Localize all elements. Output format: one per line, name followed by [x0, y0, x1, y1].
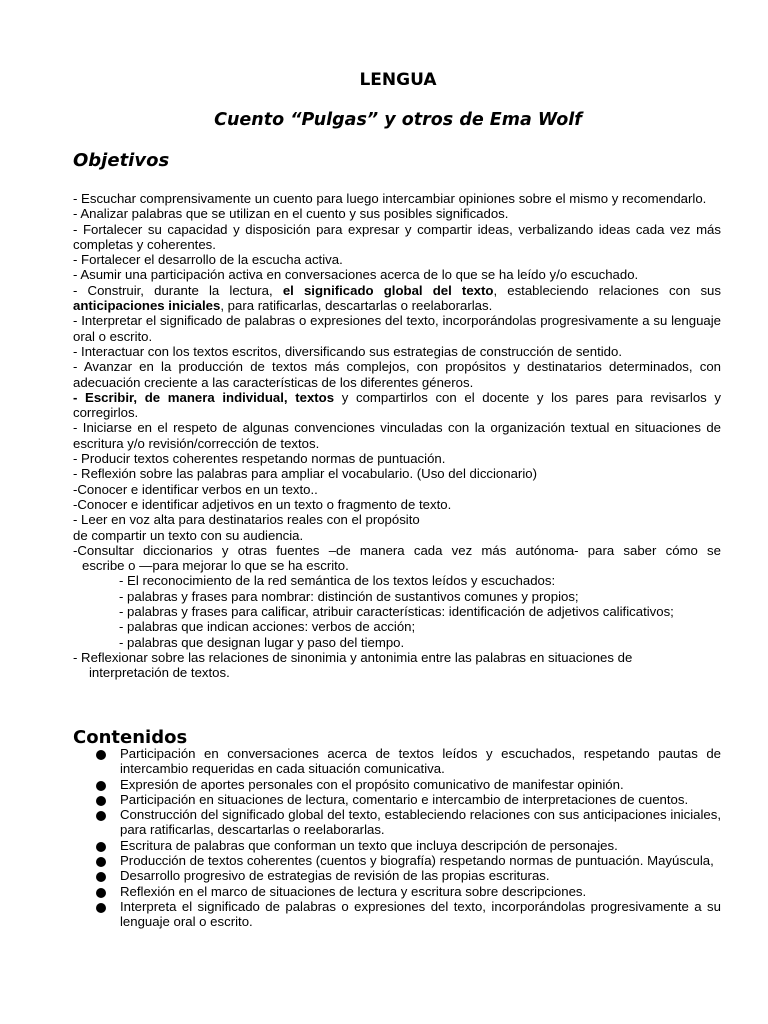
objective-item: - Interactuar con los textos escritos, diversificando sus estrategias de construcción de sentido. [73, 343, 623, 359]
objective-item: de compartir un texto con su audiencia. [73, 527, 304, 543]
objective-item: - Fortalecer el desarrollo de la escucha activa. [73, 252, 343, 268]
construir-bold-1: el significado global del texto [282, 282, 494, 298]
bullet-icon [96, 842, 106, 852]
list-item [96, 868, 721, 883]
content-item-text: Construcción del significado global del texto, estableciendo relaciones con sus anticipaciones iniciales, para ratificarlas, descartarlas o reelaborarlas. [120, 807, 721, 838]
escribir-bold: - Escribir, de manera individual, textos [73, 389, 335, 405]
bullet-icon [96, 781, 106, 791]
list-item [96, 899, 721, 930]
content-item-text: Escritura de palabras que conforman un texto que incluya descripción de personajes. [120, 837, 618, 853]
content-item-text: Interpreta el significado de palabras o expresiones del texto, incorporándolas progresivamente a su lenguaje oral o escrito. [120, 898, 721, 930]
objective-item-reflexionar-line2: interpretación de textos. [89, 665, 230, 681]
objective-item-escribir [73, 390, 721, 421]
objective-item: - Escuchar comprensivamente un cuento para luego intercambiar opiniones sobre el mismo y recomendarlo. [73, 191, 707, 206]
construir-bold-2: anticipaciones iniciales [73, 298, 221, 314]
list-item [96, 777, 721, 792]
objective-item: - Leer en voz alta para destinatarios reales con el propósito [73, 512, 420, 528]
objective-subitem: - palabras y frases para nombrar: distinción de sustantivos comunes y propios; [119, 588, 579, 604]
page-subtitle: Cuento “Pulgas” y otros de Ema Wolf [214, 110, 582, 130]
escribir-text: y compartirlos con el docente y los pares para revisarlos y corregirlos. [73, 389, 721, 421]
list-item [96, 792, 721, 807]
objective-item: - Avanzar en la producción de textos más complejos, con propósitos y destinatarios determinados, con adecuación creciente a las características de los diferentes géneros. [73, 359, 721, 390]
bullet-icon [96, 811, 106, 821]
objective-item: - Interpretar el significado de palabras o expresiones del texto, incorporándolas progresivamente a su lenguaje oral o escrito. [73, 313, 721, 344]
content-item-text: Expresión de aportes personales con el propósito comunicativo de manifestar opinión. [120, 776, 624, 792]
objective-item-consultar-line1: -Consultar diccionarios y otras fuentes –de manera cada vez más autónoma- para saber cómo se [73, 542, 721, 558]
content-item-text: Participación en situaciones de lectura, comentario e intercambio de interpretaciones de cuentos. [120, 791, 689, 807]
bullet-icon [96, 888, 106, 898]
bullet-icon [96, 903, 106, 913]
bullet-icon [96, 750, 106, 760]
construir-text-2: , estableciendo relaciones con sus [493, 282, 721, 298]
list-item [96, 853, 721, 868]
bullet-icon [96, 796, 106, 806]
objective-subitem: - palabras y frases para calificar, atribuir características: identificación de adjetivos calificativos; [119, 604, 674, 620]
objective-item: - Fortalecer su capacidad y disposición para expresar y compartir ideas, verbalizando ideas cada vez más completas y coherentes. [73, 221, 721, 252]
objective-item: - Reflexión sobre las palabras para ampliar el vocabulario. (Uso del diccionario) [73, 466, 537, 482]
bullet-icon [96, 857, 106, 867]
list-item [96, 884, 721, 899]
objective-item: - Iniciarse en el respeto de algunas convenciones vinculadas con la organización textual en situaciones de escritura y/o revisión/corrección de textos. [73, 420, 721, 451]
objective-item-construir [73, 283, 721, 314]
objective-item-consultar-line2: escribe o —para mejorar lo que se ha escrito. [82, 558, 349, 574]
bullet-icon [96, 872, 106, 882]
objective-subitem: - palabras que indican acciones: verbos de acción; [119, 619, 416, 635]
content-item-text: Producción de textos coherentes (cuentos y biografía) respetando normas de puntuación. Mayúscula, [120, 853, 714, 869]
objective-item: - Analizar palabras que se utilizan en el cuento y sus posibles significados. [73, 206, 509, 222]
content-item-text: Participación en conversaciones acerca de textos leídos y escuchados, respetando pautas de intercambio requeridas en cada situación comunicativa. [120, 746, 721, 777]
objectives-heading: Objetivos [73, 150, 170, 171]
construir-text-3: , para ratificarlas, descartarlas o reelaborarlas. [220, 298, 493, 314]
content-item-text: Desarrollo progresivo de estrategias de revisión de las propias escrituras. [120, 868, 550, 884]
content-item-text: Reflexión en el marco de situaciones de lectura y escritura sobre descripciones. [120, 883, 587, 899]
objective-item: - Producir textos coherentes respetando normas de puntuación. [73, 451, 446, 467]
objective-item: -Conocer e identificar verbos en un texto.. [73, 481, 318, 497]
construir-text-1: - Construir, durante la lectura, [73, 282, 283, 298]
objective-subitem: - El reconocimiento de la red semántica de los textos leídos y escuchados: [119, 573, 556, 589]
list-item [96, 746, 721, 777]
list-item [96, 838, 721, 853]
list-item [96, 807, 721, 838]
page-title: LENGUA [359, 70, 437, 90]
objectives-list [73, 191, 721, 681]
objective-item-reflexionar-line1: - Reflexionar sobre las relaciones de sinonimia y antonimia entre las palabras en situaciones de [73, 649, 633, 665]
objective-subitem: - palabras que designan lugar y paso del tiempo. [119, 634, 405, 650]
objective-item: -Conocer e identificar adjetivos en un texto o fragmento de texto. [73, 496, 452, 512]
contents-list [96, 746, 721, 930]
objective-item: - Asumir una participación activa en conversaciones acerca de lo que se ha leído y/o escuchado. [73, 267, 639, 283]
contents-heading: Contenidos [73, 727, 188, 748]
